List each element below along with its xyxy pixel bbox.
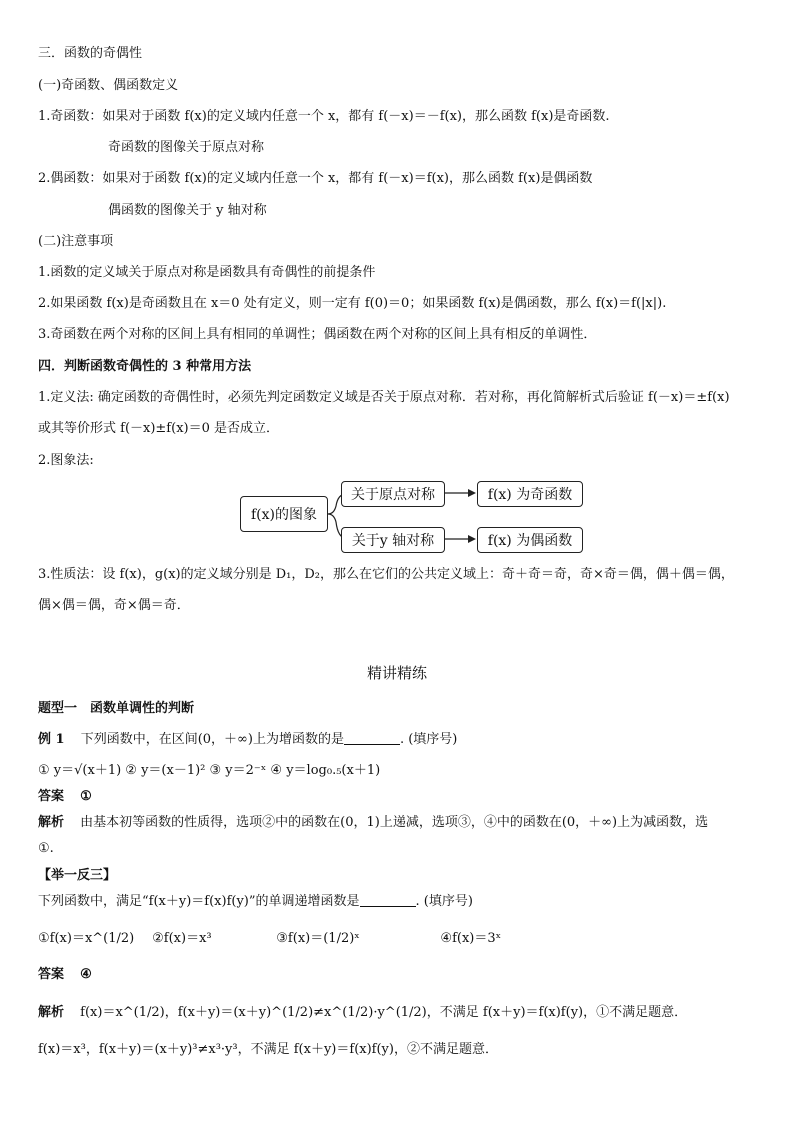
arrow-top-head bbox=[468, 489, 476, 497]
section-heading-methods: 四．判断函数奇偶性的 3 种常用方法 bbox=[38, 359, 252, 374]
drill-suffix: . (填序号) bbox=[415, 894, 473, 909]
even-function-definition: 2.偶函数：如果对于函数 f(x)的定义域内任意一个 x，都有 f(－x)＝f(x)，那么函数 f(x)是偶函数 bbox=[38, 171, 593, 186]
drill-text: 下列函数中，满足“f(x＋y)＝f(x)f(y)”的单调递增函数是 bbox=[38, 894, 360, 909]
diagram-bottom-condition: 关于y 轴对称 bbox=[341, 527, 445, 553]
answer-2-row bbox=[38, 966, 92, 984]
diagram-top-condition: 关于原点对称 bbox=[341, 481, 445, 507]
drill-blank bbox=[360, 894, 416, 907]
method-1-line-b: 或其等价形式 f(－x)±f(x)＝0 是否成立． bbox=[38, 421, 280, 436]
analysis-1-label: 解析 bbox=[38, 815, 65, 830]
analysis-1-continuation: ①. bbox=[38, 841, 54, 856]
analysis-1-text: 由基本初等函数的性质得，选项②中的函数在(0，1)上递减，选项③，④中的函数在(0，＋∞)上为减函数，选 bbox=[80, 815, 709, 830]
answer-2-value: ④ bbox=[80, 967, 92, 982]
drill-option-2: ②f(x)＝x³ bbox=[152, 931, 212, 946]
method-3-line-a: 3.性质法：设 f(x)，g(x)的定义域分别是 D₁，D₂，那么在它们的公共定义域上：奇＋奇＝奇，奇×奇＝偶，偶＋偶＝偶， bbox=[38, 567, 734, 582]
arrow-bottom-head bbox=[468, 535, 476, 543]
drill-option-1: ①f(x)＝x^(1/2) bbox=[38, 931, 135, 946]
type-1-heading: 题型一 函数单调性的判断 bbox=[38, 701, 195, 716]
subheading-definitions: (一)奇函数、偶函数定义 bbox=[38, 78, 179, 93]
section-heading-parity: 三．函数的奇偶性 bbox=[38, 46, 143, 61]
drill-question bbox=[38, 893, 473, 911]
odd-function-definition: 1.奇函数：如果对于函数 f(x)的定义域内任意一个 x，都有 f(－x)＝－f(x)，那么函数 f(x)是奇函数. bbox=[38, 109, 610, 124]
analysis-2-text-a: f(x)＝x^(1/2)，f(x＋y)＝(x＋y)^(1/2)≠x^(1/2)·y^(1/2)，不满足 f(x＋y)＝f(x)f(y)，①不满足题意． bbox=[80, 1005, 688, 1020]
odd-function-note: 奇函数的图像关于原点对称 bbox=[108, 140, 265, 155]
drill-options bbox=[38, 930, 758, 948]
example-1-text: 下列函数中，在区间(0，＋∞)上为增函数的是 bbox=[80, 732, 344, 747]
example-1-options: ① y＝√(x＋1) ② y＝(x－1)² ③ y＝2⁻ˣ ④ y＝log₀.₅(x＋1) bbox=[38, 763, 381, 778]
method-2-label: 2.图象法: bbox=[38, 453, 94, 468]
even-function-note: 偶函数的图像关于 y 轴对称 bbox=[108, 203, 267, 218]
practice-title: 精讲精练 bbox=[366, 664, 427, 682]
answer-2-label: 答案 bbox=[38, 967, 65, 982]
drill-option-4: ④f(x)＝3ˣ bbox=[440, 931, 502, 946]
answer-1-label: 答案 bbox=[38, 789, 65, 804]
analysis-2-text-b: f(x)＝x³，f(x＋y)＝(x＋y)³≠x³·y³，不满足 f(x＋y)＝f(x)f(y)，②不满足题意． bbox=[38, 1042, 498, 1057]
diagram-top-result: f(x) 为奇函数 bbox=[477, 481, 583, 507]
method-1-line-a: 1.定义法: 确定函数的奇偶性时，必须先判定函数定义域是否关于原点对称．若对称，再化简解析式后验证 f(－x)＝±f(x) bbox=[38, 390, 730, 405]
diagram-root-box: f(x)的图象 bbox=[240, 496, 328, 532]
drill-option-3: ③f(x)＝(1/2)ˣ bbox=[276, 931, 360, 946]
method-3-line-b: 偶×偶＝偶，奇×偶＝奇． bbox=[38, 598, 190, 613]
diagram-bottom-result: f(x) 为偶函数 bbox=[477, 527, 583, 553]
analysis-2-row bbox=[38, 1004, 687, 1022]
example-1-label: 例 1 bbox=[38, 732, 65, 747]
note-2: 2.如果函数 f(x)是奇函数且在 x＝0 处有定义，则一定有 f(0)＝0；如果函数 f(x)是偶函数，那么 f(x)＝f(|x|). bbox=[38, 296, 667, 311]
answer-1-value: ① bbox=[80, 789, 92, 804]
note-3: 3.奇函数在两个对称的区间上具有相同的单调性；偶函数在两个对称的区间上具有相反的单调性． bbox=[38, 327, 597, 342]
example-1-question bbox=[38, 731, 457, 749]
subheading-notes: (二)注意事项 bbox=[38, 234, 114, 249]
drill-heading: 【举一反三】 bbox=[38, 868, 117, 883]
example-1-suffix: . (填序号) bbox=[399, 732, 458, 747]
note-1: 1.函数的定义域关于原点对称是函数具有奇偶性的前提条件 bbox=[38, 265, 376, 280]
analysis-1-row bbox=[38, 814, 708, 832]
example-1-blank bbox=[344, 732, 400, 745]
analysis-2-label: 解析 bbox=[38, 1005, 65, 1020]
answer-1-row bbox=[38, 788, 92, 806]
